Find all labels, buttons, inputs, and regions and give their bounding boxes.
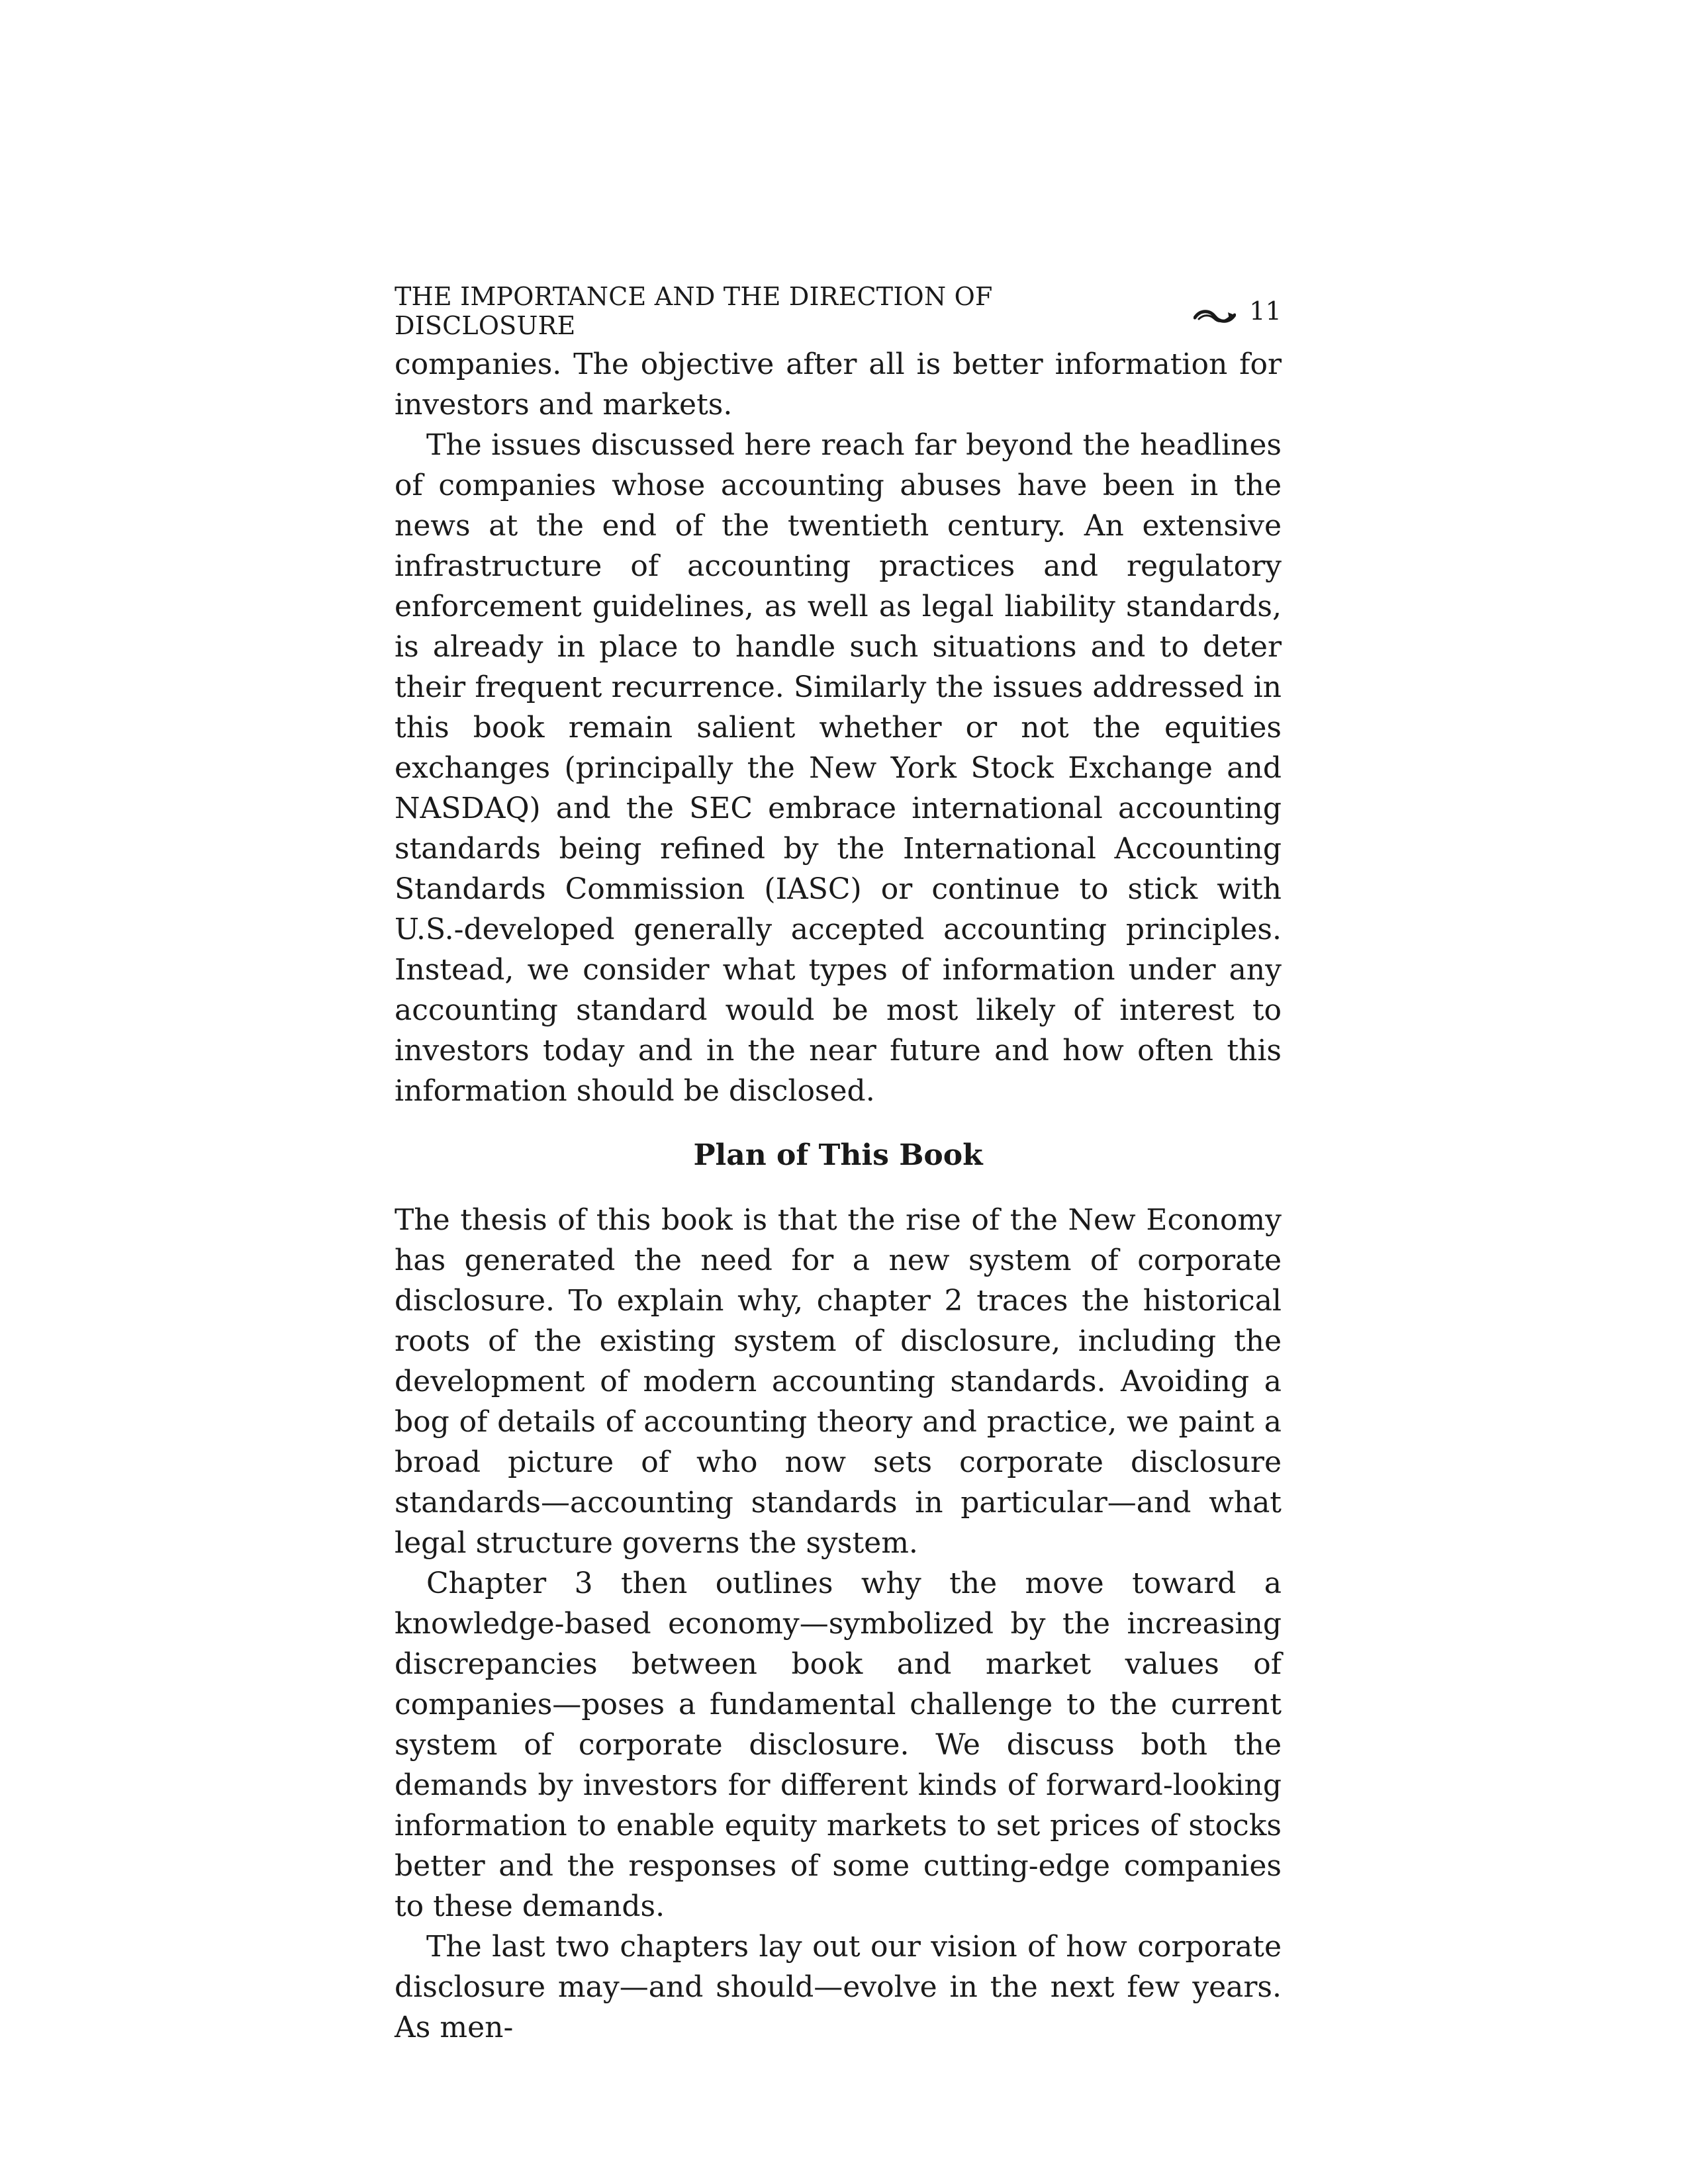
- page-number: 11: [1249, 296, 1282, 326]
- paragraph: The last two chapters lay out our vision of how corporate disclosure may—and should—evolve in the next few years. As men-: [395, 1930, 1282, 2044]
- swirl-ornament-icon: [1194, 302, 1236, 320]
- paragraph: Chapter 3 then outlines why the move toward a knowledge-based economy—symbolized by the increasing discrepancies between book and market values of companies—poses a fundamental challenge to the current system of corporate disclosure. We discuss both the demands by investors for different kinds of forward-looking information to enable equity markets to set prices of stocks better and the responses of some cutting-edge companies to these demands.: [395, 1567, 1282, 1923]
- running-head-title: THE IMPORTANCE AND THE DIRECTION OF DISCLOSURE: [395, 282, 993, 340]
- paragraph: The issues discussed here reach far beyond the headlines of companies whose accounting abuses have been in the news at the end of the twentieth century. An extensive infrastructure of accounting practices and regulatory enforcement guidelines, as well as legal liability standards, is already in place to handle such situations and to deter their frequent recurrence. Similarly the issues addressed in this book remain salient whether or not the equities exchanges (principally the New York Stock Exchange and NASDAQ) and the SEC embrace international accounting standards being refined by the International Accounting Standards Commission (IASC) or continue to stick with U.S.-developed generally accepted accounting principles. Instead, we consider what types of information under any accounting standard would be most likely of interest to investors today and in the near future and how often this information should be disclosed.: [395, 428, 1282, 1108]
- main-text: [395, 344, 1282, 2048]
- book-page: [395, 278, 1282, 2048]
- running-head: [395, 278, 1282, 344]
- section-heading: Plan of This Book: [693, 1138, 983, 1172]
- paragraph-continuation: companies. The objective after all is better information for investors and markets.: [395, 347, 1282, 422]
- paragraph: The thesis of this book is that the rise of the New Economy has generated the need for a new system of corporate disclosure. To explain why, chapter 2 traces the historical roots of the existing system of disclosure, including the development of modern accounting standards. Avoiding a bog of details of accounting theory and practice, we paint a broad picture of who now sets corporate disclosure standards—accounting standards in particular—and what legal structure governs the system.: [395, 1203, 1282, 1560]
